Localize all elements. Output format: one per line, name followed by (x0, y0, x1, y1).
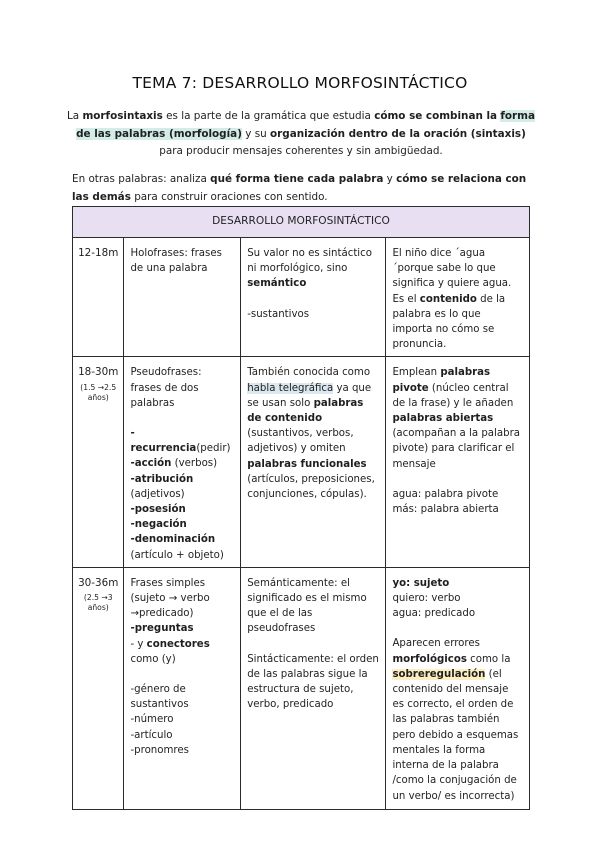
intro-bold-term: morfosintaxis (82, 110, 163, 122)
stage-item-text: (artículo + objeto) (130, 549, 224, 561)
stage-item (130, 517, 234, 532)
stage-item (130, 532, 234, 547)
stage-item (130, 426, 234, 456)
intro-text: y su (241, 127, 271, 140)
stage-item-text: (verbos) (171, 458, 218, 470)
example-cell (386, 567, 530, 809)
stage-item-bold: -acción (130, 458, 172, 470)
example-text: como la (466, 653, 511, 665)
age-cell (73, 357, 124, 567)
stage-text: como (y) (130, 653, 176, 665)
age-cell (73, 238, 124, 357)
intro-bold-sintaxis: organización dentro de la oración (sintaxis) (270, 127, 526, 140)
stage-text: Frases simples (sujeto → verbo →predicado) (130, 577, 210, 620)
description-cell (241, 567, 386, 809)
description-text: Sintácticamente: el orden de las palabras sigue la estructura de sujeto, verbo, predicado (247, 653, 379, 711)
example-highlight: sobreregulación (392, 668, 486, 680)
stage-text: - y (130, 638, 147, 650)
description-text: ya que se usan solo (247, 382, 372, 409)
page-title: TEMA 7: DESARROLLO MORFOSINTÁCTICO (132, 74, 468, 92)
summary-text: y (383, 173, 397, 185)
stage-item-bold: -atribución (130, 473, 194, 485)
description-text: También conocida como (247, 367, 371, 379)
stage-item (130, 487, 234, 502)
stage-item (130, 548, 234, 563)
example-line: agua: predicado (392, 608, 476, 620)
example-line: quiero: verbo (392, 593, 461, 605)
stage-item (130, 472, 234, 487)
intro-text: es la parte de la gramática que estudia (162, 110, 375, 122)
summary-bold-relacion: cómo se relaciona con las demás (72, 173, 527, 203)
intro-paragraph (64, 108, 538, 161)
age-sub-label: (1.5 →2.5 años) (80, 382, 117, 402)
table-header: DESARROLLO MORFOSINTÁCTICO (73, 207, 530, 238)
example-bold: yo: sujeto (392, 577, 450, 589)
intro-text: La (67, 110, 83, 122)
example-text: de la palabra es lo que importa no cómo se pronuncia. (392, 293, 506, 351)
example-text: Aparecen errores (392, 638, 480, 650)
description-text: (sustantivos, verbos, adjetivos) y omiten (247, 428, 354, 455)
stage-item-bold: -recurrencia (130, 428, 197, 455)
description-text: Semánticamente: el significado es el mismo que el de las pseudofrases (247, 577, 367, 635)
description-bold: palabras funcionales (247, 458, 367, 470)
stage-item: -pronomres (130, 744, 189, 756)
description-highlight: habla telegráfica (247, 382, 334, 394)
stage-cell (124, 238, 241, 357)
summary-bold-forma: qué forma tiene cada palabra (210, 173, 384, 185)
summary-paragraph (72, 171, 532, 206)
stage-text: Pseudofrases: frases de dos palabras (130, 367, 202, 409)
description-bold: semántico (247, 278, 307, 290)
development-table (72, 206, 530, 810)
example-text: (núcleo central de la frase) y le añaden (392, 382, 514, 409)
stage-text: Holofrases: frases de una palabra (130, 248, 222, 275)
example-cell (386, 357, 530, 567)
stage-item (130, 637, 234, 667)
description-cell (241, 357, 386, 567)
stage-item: -artículo (130, 729, 173, 741)
intro-text: para producir mensajes coherentes y sin ambigüedad. (159, 145, 443, 157)
example-bold: morfológicos (392, 653, 467, 665)
example-text: El niño dice ´agua´porque sabe lo que significa y quiere agua. Es el (392, 248, 512, 305)
example-line: agua: palabra pivote (392, 488, 499, 500)
intro-bold-phrase: cómo se combinan la (374, 110, 498, 122)
intro-highlight-morfologia: forma de las palabras (morfología) (76, 110, 535, 140)
stage-item (130, 456, 234, 471)
description-text: (artículos, preposiciones, conjunciones, cópulas). (247, 473, 375, 501)
example-text: Emplean (392, 367, 441, 379)
table-row (73, 567, 530, 809)
table-row (73, 357, 530, 567)
stage-bold: conectores (146, 638, 210, 650)
age-label: 12-18m (78, 247, 119, 259)
summary-text: En otras palabras: analiza (72, 173, 211, 185)
age-cell (73, 567, 124, 809)
description-cell (241, 238, 386, 357)
description-text: -sustantivos (247, 308, 310, 320)
stage-item (130, 502, 234, 517)
example-cell (386, 238, 530, 357)
example-bold: contenido (419, 293, 477, 305)
stage-item: -género de sustantivos (130, 684, 189, 711)
stage-cell (124, 357, 241, 567)
stage-item-bold: -negación (130, 519, 187, 531)
table-row (73, 238, 530, 357)
example-bold: palabras abiertas (392, 413, 494, 425)
stage-bold: -preguntas (130, 623, 194, 635)
stage-item-bold: -denominación (130, 534, 216, 546)
description-bold: palabras de contenido (247, 397, 364, 425)
summary-text: para construir oraciones con sentido. (130, 190, 328, 203)
age-label: 18-30m (78, 366, 119, 379)
age-label: 30-36m (78, 576, 119, 589)
example-bold: palabras pivote (392, 367, 491, 394)
example-text: (el contenido del mensaje es correcto, el orden de las palabras también pero debido a esquemas mentales la forma interna de la palabra /como la conjugación de un verbo/ es incorrecta) (392, 668, 519, 802)
stage-cell (124, 567, 241, 809)
stage-item-text: (pedir) (196, 443, 231, 455)
stage-item: -número (130, 714, 174, 726)
description-text: Su valor no es sintáctico ni morfológico, sino (247, 248, 372, 275)
stage-item-bold: -posesión (130, 504, 186, 516)
stage-item-text: (adjetivos) (130, 488, 185, 500)
age-sub-label: (2.5 →3 años) (83, 593, 113, 613)
example-line: más: palabra abierta (392, 504, 499, 516)
example-text: (acompañan a la palabra pivote) para clarificar el mensaje (392, 428, 521, 470)
